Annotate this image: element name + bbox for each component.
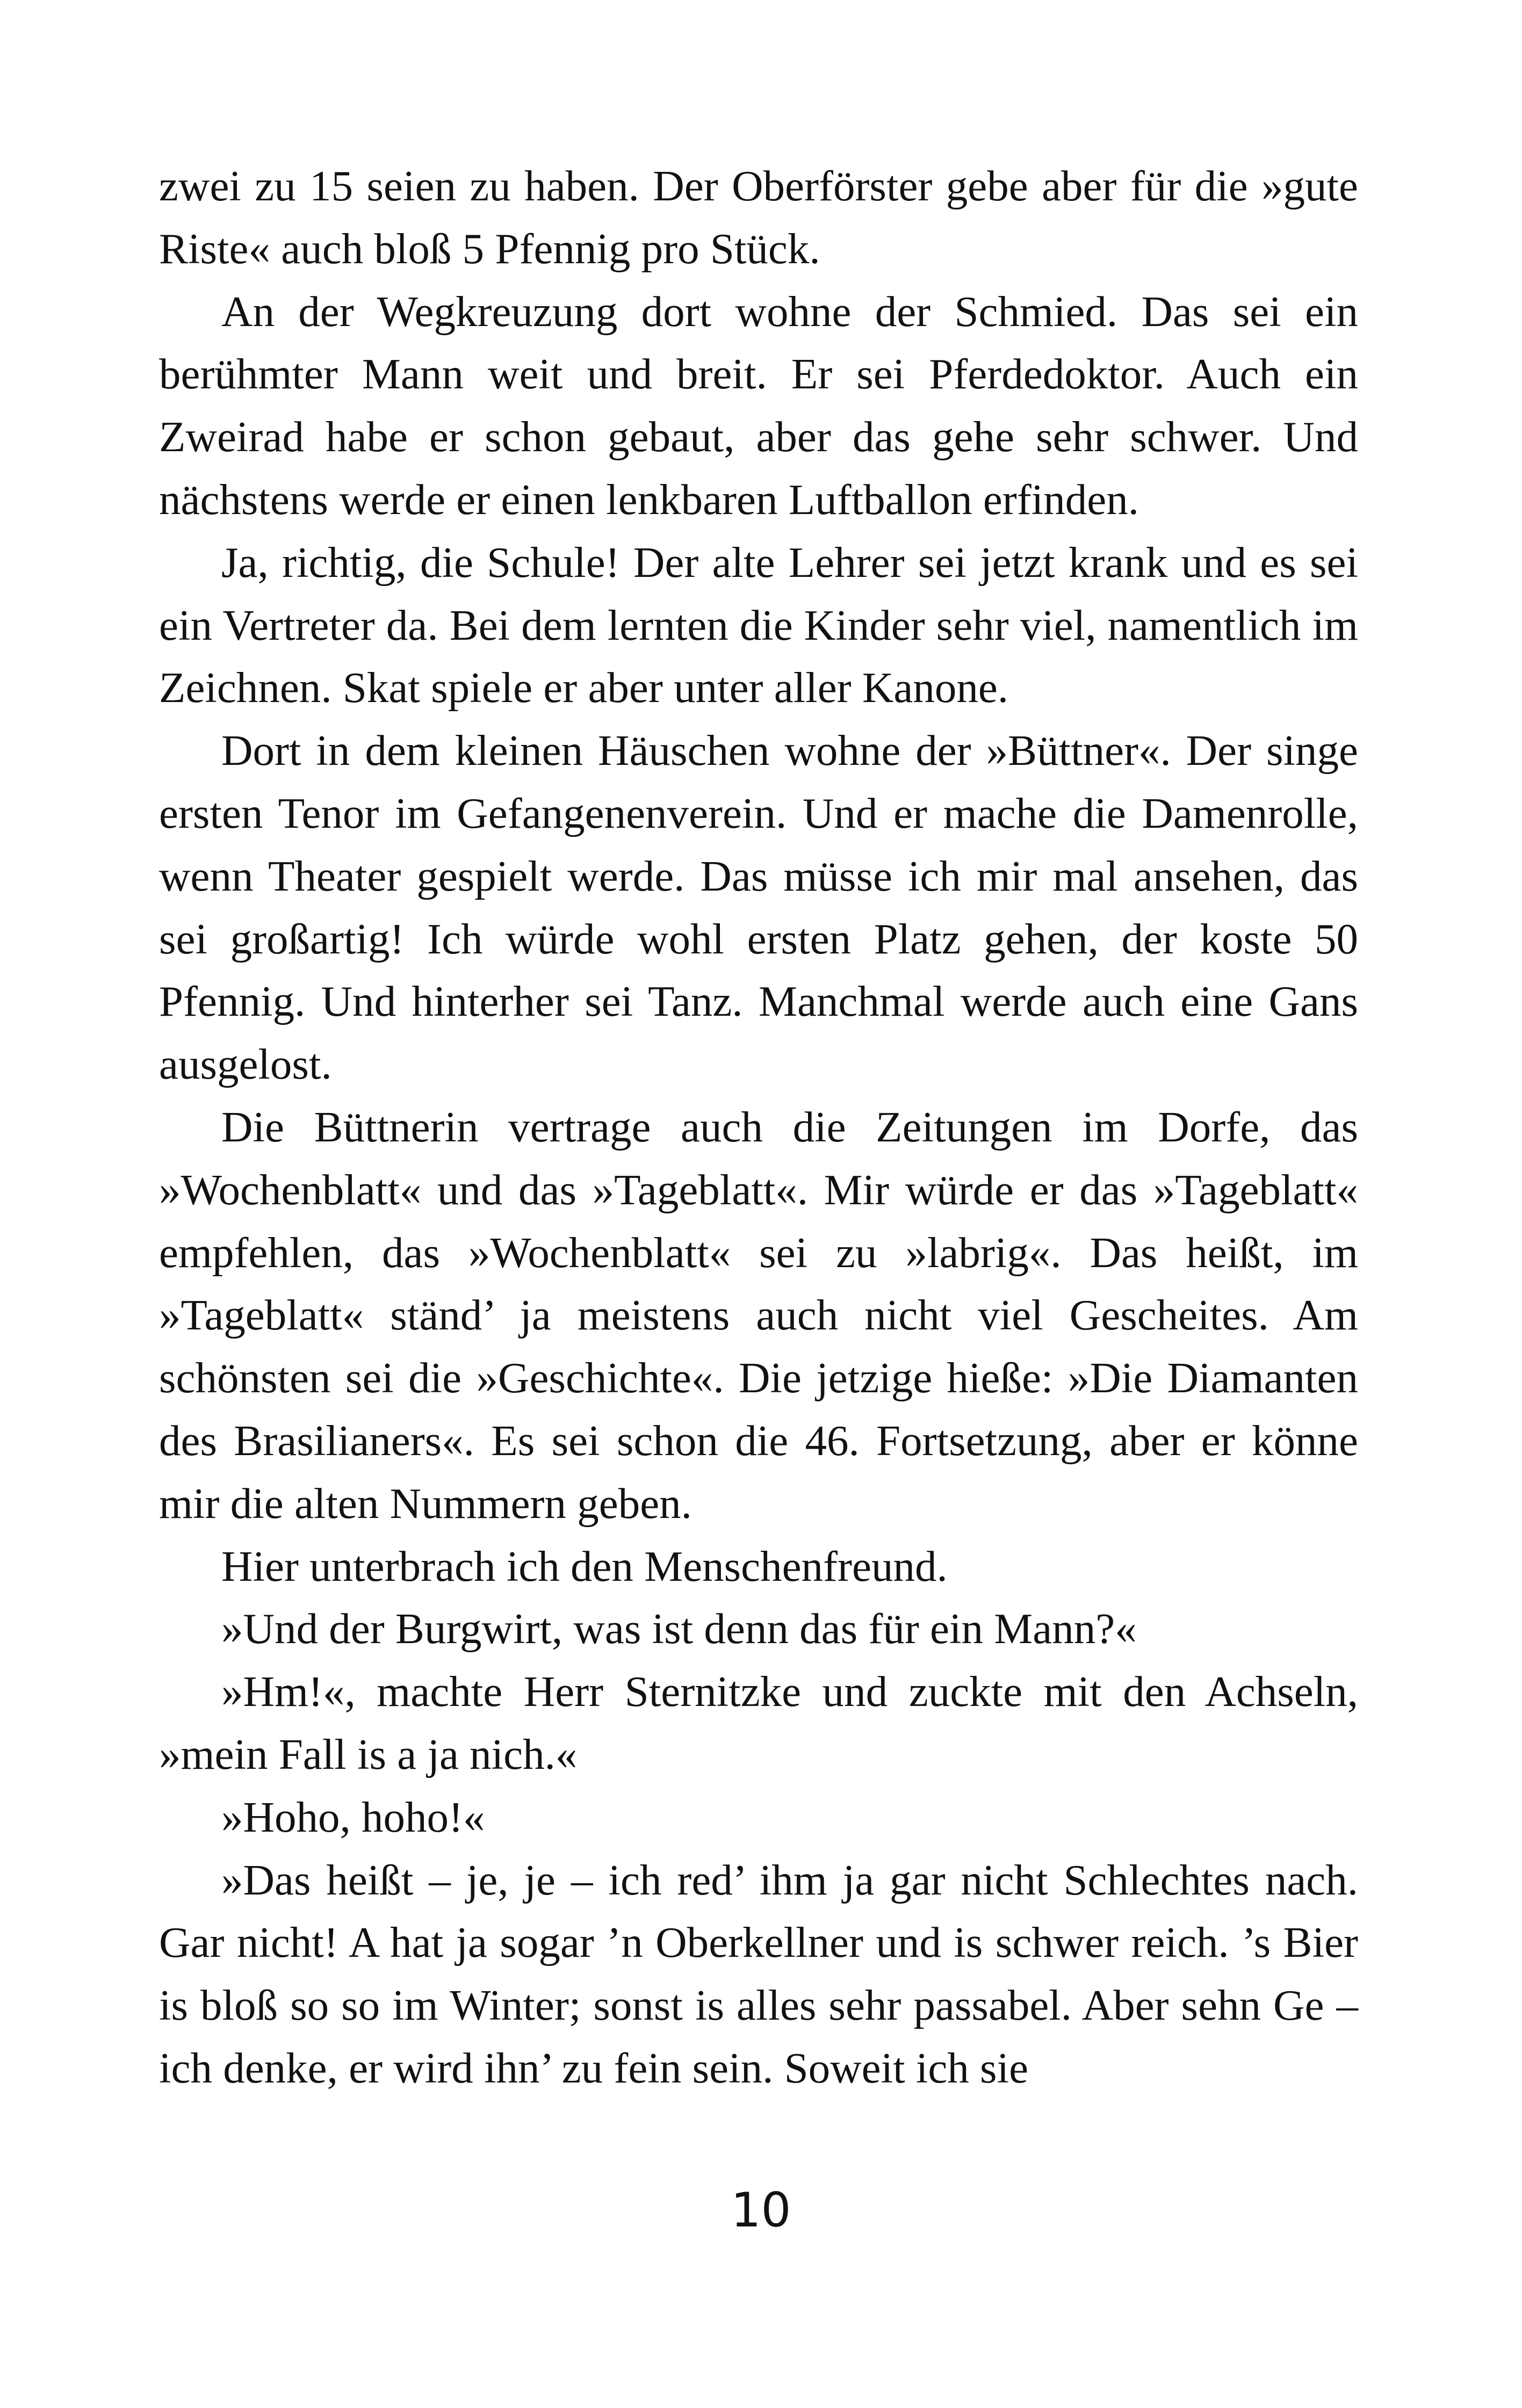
paragraph-4: Dort in dem kleinen Häuschen wohne der »Büttner«. Der singe ersten Tenor im Gefangenenverein. Und er mache die Damenrolle, wenn Theater gespielt werde. Das müsse ich mir mal ansehen, das sei großartig! Ich würde wohl ersten Platz gehen, der koste 50 Pfennig. Und hinterher sei Tanz. Manchmal werde auch eine Gans ausgelost.: [159, 726, 1358, 1089]
paragraph-9: »Hoho, hoho!«: [221, 1792, 485, 1841]
paragraph-7: »Und der Burgwirt, was ist denn das für ein Mann?«: [221, 1604, 1137, 1653]
paragraph-1: zwei zu 15 seien zu haben. Der Oberförster gebe aber für die »gute Riste« auch bloß 5 Pfennig pro Stück.: [159, 162, 1358, 273]
paragraph-3: Ja, richtig, die Schule! Der alte Lehrer sei jetzt krank und es sei ein Vertreter da. Bei dem lernten die Kinder sehr viel, namentlich im Zeichnen. Skat spiele er aber unter aller Kanone.: [159, 538, 1358, 712]
body-text: [159, 155, 1358, 2100]
page-number: 10: [731, 2182, 791, 2238]
paragraph-5: Die Büttnerin vertrage auch die Zeitungen im Dorfe, das »Wochenblatt« und das »Tageblatt«. Mir würde er das »Tageblatt« empfehlen, das »Wochenblatt« sei zu »labrig«. Das heißt, im »Tageblatt« ständ’ ja meistens auch nicht viel Gescheites. Am schönsten sei die »Geschichte«. Die jetzige hieße: »Die Diamanten des Brasilianers«. Es sei schon die 46. Fortsetzung, aber er könne mir die alten Nummern geben.: [159, 1102, 1358, 1528]
paragraph-2: An der Wegkreuzung dort wohne der Schmied. Das sei ein berühmter Mann weit und breit. Er sei Pferdedoktor. Auch ein Zweirad habe er schon gebaut, aber das gehe sehr schwer. Und nächstens werde er einen lenkbaren Luftballon erfinden.: [159, 287, 1358, 524]
paragraph-6: Hier unterbrach ich den Menschenfreund.: [221, 1542, 948, 1590]
paragraph-10: »Das heißt – je, je – ich red’ ihm ja gar nicht Schlechtes nach. Gar nicht! A hat ja sogar ’n Oberkellner und is schwer reich. ’s Bier is bloß so so im Winter; sonst is alles sehr passabel. Aber sehn Ge – ich denke, er wird ihn’ zu fein sein. Soweit ich sie: [159, 1855, 1358, 2092]
paragraph-8: »Hm!«, machte Herr Sternitzke und zuckte mit den Achseln, »mein Fall is a ja nich.«: [159, 1667, 1358, 1778]
